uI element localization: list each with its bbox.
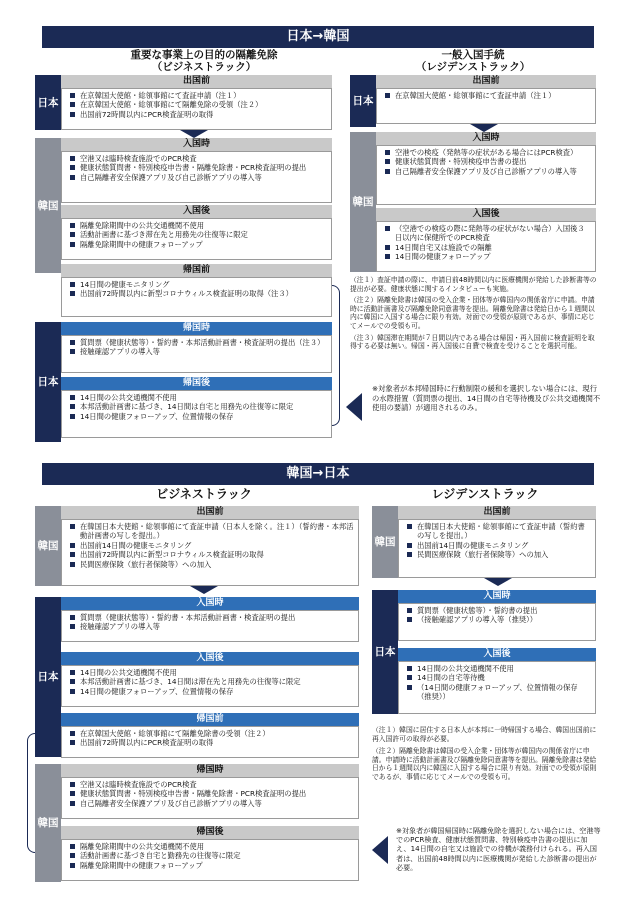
stage-entry: 入国時 [61,597,359,610]
after-entry-box [376,221,596,272]
entry-box [61,610,359,642]
bullet-list [62,219,331,251]
stage-after-entry: 入国後 [398,648,596,661]
pre-departure-box [61,519,359,586]
bullet-list [377,89,595,102]
list-item: 在韓国日本大使館・総領事館にて査証申請（日本人を除く。注１）（誓約書・本邦活動計画書の写しを提出。） [70,522,354,541]
stage-entry: 入国時 [61,138,332,151]
stage-after-entry: 入国後 [376,208,596,221]
list-item: 隔離免除期間中の健康フォローアップ [70,861,354,870]
list-item: 隔離免除期間中の公共交通機関不使用 [70,221,327,230]
remark: ※対象者が韓国帰国時に隔離免除を選択しない場合には、空港等でのPCR検査、健康状態質問書、特別検疫申告書の提出に加え、14日間の自宅又は施設での待機が義務付けられる。再入国者は、出国前48時間以内に医療機関が発給した診断書の提出が必要。 [396,826,601,872]
list-item: 自己隔離者安全保護アプリ及び自己診断アプリの導入等 [70,799,354,808]
pre-departure-box [61,88,332,130]
bullet-list [62,520,358,571]
list-item: 接触確認アプリの導入等 [70,622,354,631]
list-item: 隔離免除期間中の公共交通機関不使用 [70,842,354,851]
country-label-japan: 日本 [35,597,61,757]
list-item: 14日間自宅又は施設での隔離 [385,243,591,252]
stage-pre-departure: 出国前 [398,506,596,519]
remark: ※対象者が本邦帰国時に行動制限の緩和を選択しない場合には、現行の水際措置（質問票の提出、14日間の自宅等待機及び公共交通機関不使用の要請）が適用されるのみ。 [372,384,601,413]
bracket-line [332,285,340,426]
pre-return-box [61,277,332,317]
country-label-korea: 韓国 [372,506,398,578]
note-2: （注２）隔離免除書は韓国の受入企業・団体等が韓国内の関係省庁に申請。申請時に活動計画書及び隔離免除同意書等を提出。隔離免除書は発給日から１週間以内に韓国に入国する場合に限り有効。対面での受領が原則であるが、事情に応じてメールでの受領も可。 [350,296,595,330]
bullet-list [399,604,595,627]
entry-box [376,145,596,205]
note-2: （注２）隔離免除書は韓国の受入企業・団体等が韓国内の関係省庁に申請。申請時に活動計画書及び隔離免除同意書等を提出。隔離免除書は発給日から１週間以内に韓国に入国する場合に限り有効。対面での受領が原則であるが、事情に応じてメールでの受領も可。 [372,747,597,781]
list-item: 接触確認アプリの導入等 [70,347,327,356]
list-item: 質問票（健康状態等）・誓約書の提出 [407,606,591,615]
bullet-list [377,222,595,264]
stage-after-entry: 入国後 [61,652,359,665]
bullet-list [399,662,595,704]
bullet-list [62,778,358,810]
bullet-list [399,520,595,562]
stage-pre-return: 帰国前 [61,264,332,277]
list-item: （14日間の健康フォローアップ、位置情報の保存（推奨）） [407,683,591,702]
entry-box [61,151,332,203]
after-entry-box [398,661,596,714]
list-item: 14日間の公共交通機関不使用 [407,664,591,673]
flow-arrow-icon [484,578,512,586]
after-entry-box [61,665,359,707]
bullet-list [62,840,358,872]
return-entry-box [61,777,359,819]
flow-arrow-icon [190,586,218,594]
after-return-box [61,839,359,881]
list-item: 14日間の公共交通機関不使用 [70,393,327,402]
pre-departure-box [398,519,596,578]
bullet-list [62,666,358,698]
list-item: 出国前72時間以内に新型コロナウィルス検査証明の取得（注３） [70,289,327,298]
bullet-list [377,146,595,178]
stage-return-entry: 帰国時 [61,322,332,335]
left-arrow-icon [372,836,388,864]
list-item: 空港又は臨時検査施設でのPCR検査 [70,154,327,163]
bracket-line [27,733,35,853]
list-item: 隔離免除期間中の健康フォローアップ [70,240,327,249]
list-item: 民間医療保険（旅行者保険等）への加入 [70,560,354,569]
list-item: 14日間の健康モニタリング [70,280,327,289]
residence-track-title: 一般入国手続 （レジデンストラック） [415,49,531,73]
list-item: 出国前14日間の健康モニタリング [407,541,591,550]
pre-return-box [61,726,359,758]
note-1: （注１）韓国に居住する日本人が本邦に一時帰国する場合、韓国出国前に再入国許可の取得が必要。 [372,726,597,743]
list-item: 活動計画書に基づき滞在先と用務先の往復等に限定 [70,230,327,239]
list-item: 出国前72時間以内に新型コロナウィルス検査証明の取得 [70,550,354,559]
country-label-japan-return: 日本 [35,322,61,442]
entry-box [398,603,596,641]
note-3: （注３）韓国滞在期間が７日間以内である場合は帰国・再入国前に検査証明を取得する必要は無い。帰国・再入国後に自費で検査を受けることを選択可能。 [350,333,595,351]
stage-pre-return: 帰国前 [61,713,359,726]
list-item: 出国前72時間以内にPCR検査証明の取得 [70,110,327,119]
list-item: 活動計画書に基づき自宅と勤務先の往復等に限定 [70,851,354,860]
return-entry-box [61,335,332,373]
list-item: 健康状態質問書・特別検疫申告書・隔離免除書・PCR検査証明の提出 [70,163,327,172]
stage-pre-departure: 出国前 [61,506,359,519]
notes-block [350,276,600,351]
country-label-korea: 韓国 [350,132,376,272]
country-label-japan: 日本 [35,75,61,130]
bullet-list [62,727,358,750]
left-arrow-icon [346,393,362,421]
section1-banner: 日本→韓国 [42,26,594,48]
list-item: 空港での検疫（発熱等の症状がある場合にはPCR検査） [385,148,591,157]
stage-after-return: 帰国後 [61,826,359,839]
after-return-box [61,390,332,438]
stage-pre-departure: 出国前 [376,75,596,88]
list-item: （接触確認アプリの導入等（推奨）） [407,615,591,624]
bullet-list [62,611,358,634]
list-item: 自己隔離者安全保護アプリ及び自己診断アプリの導入等 [385,167,591,176]
country-label-japan: 日本 [350,75,376,127]
pre-departure-box [376,88,596,124]
list-item: 健康状態質問書・特別検疫申告書・隔離免除書・PCR検査証明の提出 [70,789,354,798]
list-item: 質問票（健康状態等）・誓約書・本邦活動計画書・検査証明の提出 [70,613,354,622]
note-1: （注１）査証申請の際に、申請日前48時間以内に医療機関が発給した診断書等の提出が必要。健康状態に関するインタビューも実施。 [350,276,597,293]
stage-pre-departure: 出国前 [61,75,332,88]
after-entry-box [61,218,332,260]
list-item: 在京韓国大使館・総領事館にて査証申請（注１） [385,91,591,100]
country-label-korea: 韓国 [35,506,61,586]
section2-banner: 韓国→日本 [42,463,594,485]
list-item: 自己隔離者安全保護アプリ及び自己診断アプリの導入等 [70,173,327,182]
stage-entry: 入国時 [398,590,596,603]
list-item: 質問票（健康状態等）・誓約書・本邦活動計画書・検査証明の提出（注３） [70,338,327,347]
flow-arrow-icon [180,130,208,138]
list-item: 民間医療保険（旅行者保険等）への加入 [407,550,591,559]
stage-return-entry: 帰国時 [61,764,359,777]
list-item: 本邦活動計画書に基づき、14日間は自宅と用務先の往復等に限定 [70,402,327,411]
list-item: 在韓国日本大使館・総領事館にて査証申請（誓約書の写しを提出。） [407,522,591,541]
business-track-title: ビジネストラック [156,487,252,501]
business-track-title: 重要な事業上の目的の隔離免除 （ビジネストラック） [130,49,278,73]
stage-entry: 入国時 [376,132,596,145]
list-item: 14日間の公共交通機関不使用 [70,668,354,677]
notes-block [372,726,602,782]
list-item: 14日間の健康フォローアップ [385,252,591,261]
list-item: 14日間の自宅等待機 [407,673,591,682]
list-item: 在京韓国大使館・総領事館にて査証申請（注１） [70,91,327,100]
bullet-list [62,89,331,121]
list-item: 空港又は臨時検査施設でのPCR検査 [70,780,354,789]
country-label-korea: 韓国 [35,138,61,273]
stage-after-entry: 入国後 [61,205,332,218]
list-item: 14日間の健康フォローアップ、位置情報の保存 [70,412,327,421]
list-item: 14日間の健康フォローアップ、位置情報の保存 [70,687,354,696]
list-item: 出国前72時間以内にPCR検査証明の取得 [70,738,354,747]
country-label-japan: 日本 [372,590,398,714]
bullet-list [62,391,331,423]
list-item: （空港での検疫の際に発熱等の症状がない場合）入国後３日以内に保健所でのPCR検査 [385,224,591,243]
bullet-list [62,336,331,359]
flow-arrow-icon [470,124,498,132]
list-item: 在京韓国大使館・総領事館にて隔離免除の受領（注２） [70,100,327,109]
bullet-list [62,278,331,301]
list-item: 健康状態質問書・特別検疫申告書の提出 [385,157,591,166]
list-item: 本邦活動計画書に基づき、14日間は滞在先と用務先の往復等に限定 [70,677,354,686]
bullet-list [62,152,331,184]
residence-track-title: レジデンストラック [431,487,539,501]
list-item: 在京韓国大使館・総領事館にて隔離免除書の受領（注２） [70,729,354,738]
country-label-korea-return: 韓国 [35,764,61,882]
list-item: 出国前14日間の健康モニタリング [70,541,354,550]
stage-after-return: 帰国後 [61,377,332,390]
